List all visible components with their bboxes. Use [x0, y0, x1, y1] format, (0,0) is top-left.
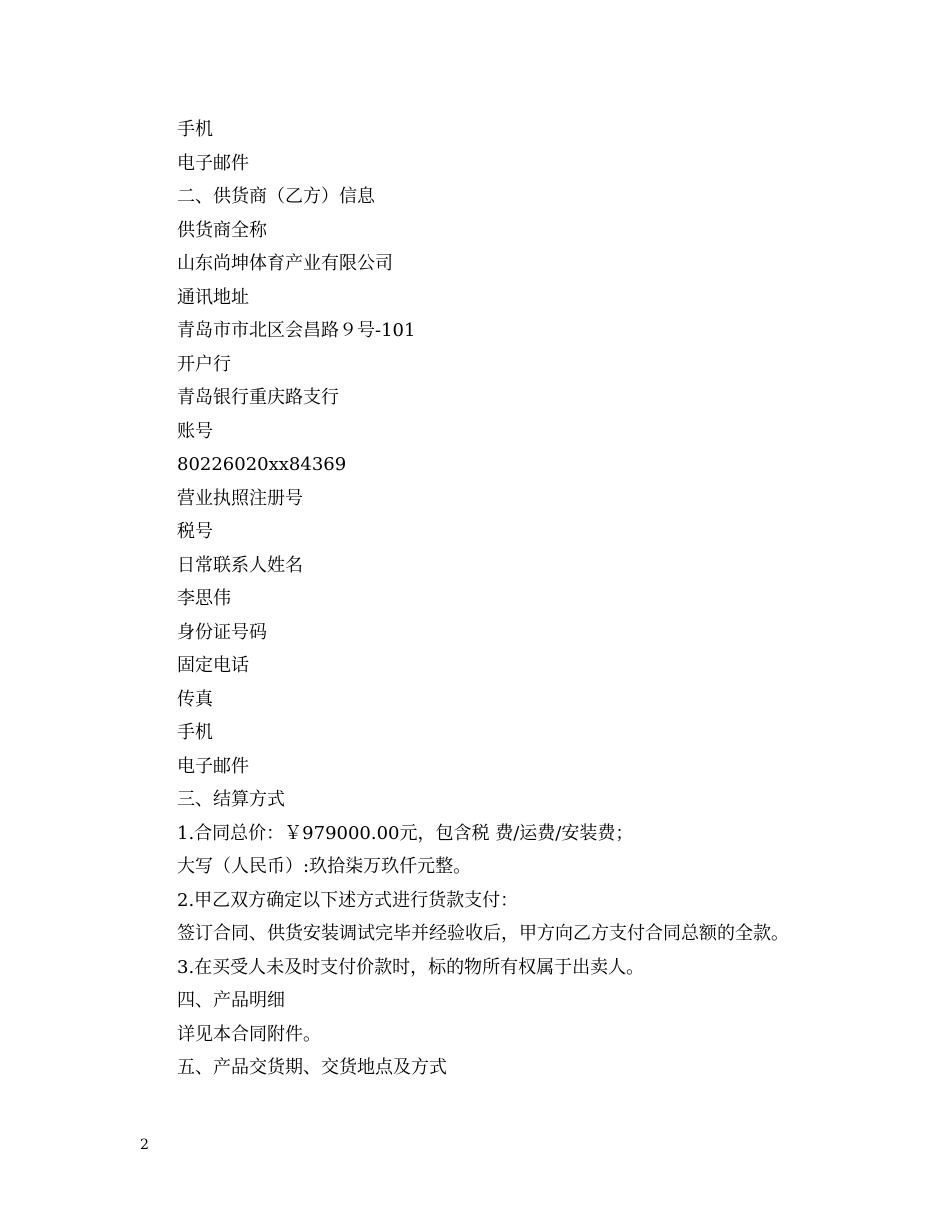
document-body — [177, 113, 877, 1085]
settlement-payment-method: 2.甲乙双方确定以下述方式进行货款支付： — [177, 889, 519, 911]
field-label-license-number: 营业执照注册号 — [177, 487, 303, 509]
section-heading-supplier-info: 二、供货商（乙方）信息 — [177, 186, 375, 207]
settlement-total-price: 1.合同总价：￥979000.00元，包含税 费/运费/安装费； — [177, 822, 634, 844]
page-number: 2 — [140, 1137, 149, 1153]
section-heading-settlement: 三、结算方式 — [177, 789, 285, 810]
settlement-ownership-clause: 3.在买受人未及时支付价款时，标的物所有权属于出卖人。 — [177, 956, 645, 978]
field-value-bank: 青岛银行重庆路支行 — [177, 387, 339, 408]
field-label-landline: 固定电话 — [177, 655, 249, 676]
field-label-address: 通讯地址 — [177, 286, 249, 308]
product-details-reference: 详见本合同附件。 — [177, 1023, 321, 1045]
field-label-contact-name: 日常联系人姓名 — [177, 554, 303, 576]
field-label-tax-number: 税号 — [177, 521, 213, 542]
field-label-account: 账号 — [177, 420, 213, 442]
field-label-supplier-name: 供货商全称 — [177, 219, 267, 241]
field-label-email: 电子邮件 — [177, 152, 249, 174]
field-label-mobile-2: 手机 — [177, 722, 213, 743]
settlement-payment-terms: 签订合同、供货安装调试完毕并经验收后，甲方向乙方支付合同总额的全款。 — [177, 923, 789, 944]
section-heading-delivery: 五、产品交货期、交货地点及方式 — [177, 1057, 447, 1078]
field-label-id-number: 身份证号码 — [177, 621, 267, 643]
section-heading-product-details: 四、产品明细 — [177, 990, 285, 1011]
field-value-address: 青岛市市北区会昌路９号-101 — [177, 320, 416, 341]
field-value-account: 80226020xx84369 — [177, 454, 347, 475]
field-label-bank: 开户行 — [177, 353, 231, 375]
settlement-amount-in-words: 大写（人民币）:玖拾柒万玖仟元整。 — [177, 856, 472, 877]
field-label-email-2: 电子邮件 — [177, 755, 249, 777]
field-value-supplier-name: 山东尚坤体育产业有限公司 — [177, 253, 393, 274]
field-label-mobile: 手机 — [177, 119, 213, 140]
field-value-contact-name: 李思伟 — [177, 588, 231, 609]
field-label-fax: 传真 — [177, 688, 213, 710]
